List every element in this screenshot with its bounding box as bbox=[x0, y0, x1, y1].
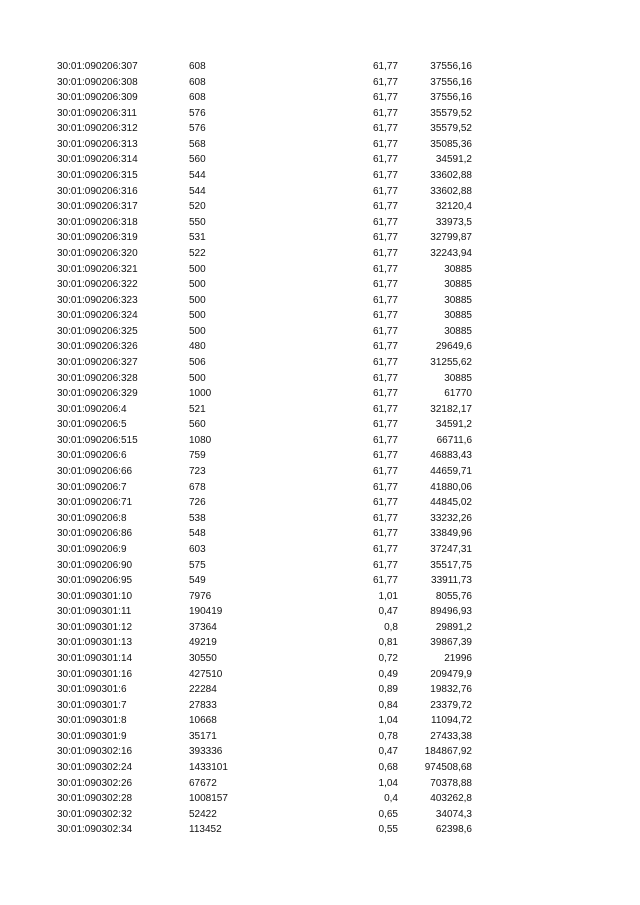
quantity-cell: 576 bbox=[189, 107, 206, 119]
amount-cell: 31255,62 bbox=[430, 356, 472, 368]
cadastral-number-cell: 30:01:090206:95 bbox=[57, 575, 133, 587]
rate-cell: 61,77 bbox=[372, 154, 398, 166]
table-row bbox=[0, 822, 640, 838]
quantity-cell: 500 bbox=[189, 294, 206, 306]
amount-cell: 41880,06 bbox=[430, 481, 472, 493]
table-row bbox=[0, 152, 640, 168]
cadastral-number-cell: 30:01:090206:313 bbox=[57, 138, 138, 150]
rate-cell: 0,47 bbox=[378, 746, 398, 758]
rate-cell: 61,77 bbox=[372, 61, 398, 72]
quantity-cell: 393336 bbox=[189, 746, 223, 758]
table-row bbox=[0, 495, 640, 511]
cadastral-number-cell: 30:01:090301:6 bbox=[57, 684, 127, 696]
amount-cell: 35579,52 bbox=[430, 107, 472, 119]
rate-cell: 0,89 bbox=[378, 684, 398, 696]
table-row bbox=[0, 277, 640, 293]
rate-cell: 61,77 bbox=[372, 107, 398, 119]
table-row bbox=[0, 698, 640, 714]
quantity-cell: 500 bbox=[189, 325, 206, 337]
table-row bbox=[0, 75, 640, 91]
rate-cell: 61,77 bbox=[372, 434, 398, 446]
quantity-cell: 500 bbox=[189, 263, 206, 275]
amount-cell: 184867,92 bbox=[424, 746, 472, 758]
amount-cell: 30885 bbox=[444, 310, 472, 322]
rate-cell: 61,77 bbox=[372, 497, 398, 509]
rate-cell: 61,77 bbox=[372, 294, 398, 306]
amount-cell: 29891,2 bbox=[435, 621, 472, 633]
cadastral-number-cell: 30:01:090301:8 bbox=[57, 715, 127, 727]
cadastral-number-cell: 30:01:090206:326 bbox=[57, 341, 138, 353]
cadastral-number-cell: 30:01:090206:7 bbox=[57, 481, 127, 493]
rate-cell: 61,77 bbox=[372, 279, 398, 291]
rate-cell: 0,55 bbox=[378, 824, 398, 836]
quantity-cell: 27833 bbox=[189, 699, 217, 711]
rate-cell: 61,77 bbox=[372, 263, 398, 275]
table-row bbox=[0, 168, 640, 184]
quantity-cell: 560 bbox=[189, 154, 206, 166]
cadastral-number-cell: 30:01:090301:11 bbox=[57, 606, 132, 618]
quantity-cell: 678 bbox=[189, 481, 206, 493]
amount-cell: 23379,72 bbox=[430, 699, 472, 711]
cadastral-number-cell: 30:01:090302:28 bbox=[57, 793, 133, 805]
table-row bbox=[0, 293, 640, 309]
rate-cell: 0,49 bbox=[378, 668, 398, 680]
rate-cell: 61,77 bbox=[372, 232, 398, 244]
amount-cell: 33973,5 bbox=[435, 216, 472, 228]
quantity-cell: 1080 bbox=[189, 434, 212, 446]
cadastral-number-cell: 30:01:090206:314 bbox=[57, 154, 138, 166]
rate-cell: 61,77 bbox=[372, 388, 398, 400]
table-row bbox=[0, 713, 640, 729]
amount-cell: 209479,9 bbox=[430, 668, 472, 680]
table-row bbox=[0, 386, 640, 402]
amount-cell: 19832,76 bbox=[430, 684, 472, 696]
rate-cell: 61,77 bbox=[372, 216, 398, 228]
table-row bbox=[0, 308, 640, 324]
quantity-cell: 7976 bbox=[189, 590, 212, 602]
table-row bbox=[0, 324, 640, 340]
cadastral-number-cell: 30:01:090302:34 bbox=[57, 824, 133, 836]
quantity-cell: 538 bbox=[189, 512, 206, 524]
cadastral-number-cell: 30:01:090206:329 bbox=[57, 388, 138, 400]
quantity-cell: 480 bbox=[189, 341, 206, 353]
quantity-cell: 603 bbox=[189, 543, 206, 555]
rate-cell: 61,77 bbox=[372, 403, 398, 415]
table-row bbox=[0, 791, 640, 807]
amount-cell: 30885 bbox=[444, 263, 472, 275]
table-row bbox=[0, 573, 640, 589]
cadastral-number-cell: 30:01:090206:315 bbox=[57, 170, 138, 182]
quantity-cell: 500 bbox=[189, 279, 206, 291]
amount-cell: 21996 bbox=[444, 652, 472, 664]
table-row bbox=[0, 651, 640, 667]
rate-cell: 61,77 bbox=[372, 247, 398, 259]
table-row bbox=[0, 59, 640, 75]
rate-cell: 61,77 bbox=[372, 92, 398, 104]
cadastral-number-cell: 30:01:090206:323 bbox=[57, 294, 138, 306]
amount-cell: 37556,16 bbox=[430, 76, 472, 88]
amount-cell: 33849,96 bbox=[430, 528, 472, 540]
table-row bbox=[0, 558, 640, 574]
table-row bbox=[0, 137, 640, 153]
table-row bbox=[0, 526, 640, 542]
quantity-cell: 608 bbox=[189, 76, 206, 88]
rate-cell: 61,77 bbox=[372, 419, 398, 431]
amount-cell: 974508,68 bbox=[424, 762, 472, 774]
rate-cell: 61,77 bbox=[372, 543, 398, 555]
cadastral-number-cell: 30:01:090206:312 bbox=[57, 123, 138, 135]
quantity-cell: 550 bbox=[189, 216, 206, 228]
cadastral-number-cell: 30:01:090206:5 bbox=[57, 419, 127, 431]
cadastral-number-cell: 30:01:090206:4 bbox=[57, 403, 127, 415]
rate-cell: 61,77 bbox=[372, 528, 398, 540]
cadastral-number-cell: 30:01:090206:318 bbox=[57, 216, 138, 228]
quantity-cell: 549 bbox=[189, 575, 206, 587]
cadastral-number-cell: 30:01:090301:16 bbox=[57, 668, 133, 680]
quantity-cell: 1008157 bbox=[189, 793, 228, 805]
quantity-cell: 506 bbox=[189, 356, 206, 368]
quantity-cell: 427510 bbox=[189, 668, 223, 680]
amount-cell: 37556,16 bbox=[430, 61, 472, 72]
rate-cell: 61,77 bbox=[372, 341, 398, 353]
quantity-cell: 576 bbox=[189, 123, 206, 135]
amount-cell: 32799,87 bbox=[430, 232, 472, 244]
table-row bbox=[0, 448, 640, 464]
quantity-cell: 544 bbox=[189, 170, 206, 182]
amount-cell: 29649,6 bbox=[435, 341, 472, 353]
table-row bbox=[0, 511, 640, 527]
cadastral-number-cell: 30:01:090206:8 bbox=[57, 512, 127, 524]
cadastral-number-cell: 30:01:090206:316 bbox=[57, 185, 138, 197]
cadastral-number-cell: 30:01:090206:320 bbox=[57, 247, 138, 259]
table-row bbox=[0, 729, 640, 745]
quantity-cell: 67672 bbox=[189, 777, 217, 789]
table-row bbox=[0, 106, 640, 122]
quantity-cell: 30550 bbox=[189, 652, 217, 664]
quantity-cell: 759 bbox=[189, 450, 206, 462]
table-row bbox=[0, 635, 640, 651]
amount-cell: 35517,75 bbox=[430, 559, 472, 571]
amount-cell: 46883,43 bbox=[430, 450, 472, 462]
rate-cell: 61,77 bbox=[372, 123, 398, 135]
table-row bbox=[0, 355, 640, 371]
amount-cell: 27433,38 bbox=[430, 730, 472, 742]
amount-cell: 33602,88 bbox=[430, 170, 472, 182]
cadastral-number-cell: 30:01:090206:328 bbox=[57, 372, 138, 384]
amount-cell: 35085,36 bbox=[430, 138, 472, 150]
amount-cell: 70378,88 bbox=[430, 777, 472, 789]
amount-cell: 89496,93 bbox=[430, 606, 472, 618]
quantity-cell: 10668 bbox=[189, 715, 217, 727]
quantity-cell: 52422 bbox=[189, 808, 217, 820]
quantity-cell: 35171 bbox=[189, 730, 217, 742]
quantity-cell: 575 bbox=[189, 559, 206, 571]
cadastral-number-cell: 30:01:090301:10 bbox=[57, 590, 133, 602]
quantity-cell: 22284 bbox=[189, 684, 217, 696]
quantity-cell: 190419 bbox=[189, 606, 223, 618]
rate-cell: 1,04 bbox=[378, 715, 398, 727]
table-row bbox=[0, 262, 640, 278]
quantity-cell: 568 bbox=[189, 138, 206, 150]
amount-cell: 11094,72 bbox=[431, 715, 472, 727]
table-row bbox=[0, 776, 640, 792]
amount-cell: 34591,2 bbox=[435, 154, 472, 166]
cadastral-number-cell: 30:01:090301:7 bbox=[57, 699, 127, 711]
cadastral-number-cell: 30:01:090206:325 bbox=[57, 325, 138, 337]
cadastral-number-cell: 30:01:090206:319 bbox=[57, 232, 138, 244]
rate-cell: 61,77 bbox=[372, 559, 398, 571]
table-row bbox=[0, 464, 640, 480]
rate-cell: 61,77 bbox=[372, 170, 398, 182]
quantity-cell: 1000 bbox=[189, 388, 212, 400]
cadastral-number-cell: 30:01:090206:66 bbox=[57, 466, 133, 478]
cadastral-number-cell: 30:01:090206:309 bbox=[57, 92, 138, 104]
cadastral-number-cell: 30:01:090206:9 bbox=[57, 543, 127, 555]
cadastral-number-cell: 30:01:090301:12 bbox=[57, 621, 133, 633]
rate-cell: 61,77 bbox=[372, 372, 398, 384]
quantity-cell: 531 bbox=[189, 232, 206, 244]
quantity-cell: 723 bbox=[189, 466, 206, 478]
rate-cell: 1,01 bbox=[378, 590, 398, 602]
rate-cell: 61,77 bbox=[372, 201, 398, 213]
cadastral-number-cell: 30:01:090302:32 bbox=[57, 808, 133, 820]
quantity-cell: 520 bbox=[189, 201, 206, 213]
amount-cell: 33911,73 bbox=[431, 575, 472, 587]
table-row bbox=[0, 215, 640, 231]
table-row bbox=[0, 433, 640, 449]
amount-cell: 39867,39 bbox=[430, 637, 472, 649]
amount-cell: 66711,6 bbox=[436, 434, 472, 446]
rate-cell: 0,47 bbox=[378, 606, 398, 618]
rate-cell: 61,77 bbox=[372, 76, 398, 88]
table-row bbox=[0, 589, 640, 605]
quantity-cell: 548 bbox=[189, 528, 206, 540]
rate-cell: 0,68 bbox=[378, 762, 398, 774]
cadastral-number-cell: 30:01:090206:515 bbox=[57, 434, 138, 446]
quantity-cell: 500 bbox=[189, 372, 206, 384]
quantity-cell: 500 bbox=[189, 310, 206, 322]
table-row bbox=[0, 199, 640, 215]
amount-cell: 35579,52 bbox=[430, 123, 472, 135]
cadastral-number-cell: 30:01:090301:9 bbox=[57, 730, 127, 742]
quantity-cell: 1433101 bbox=[189, 762, 228, 774]
quantity-cell: 49219 bbox=[189, 637, 217, 649]
amount-cell: 44845,02 bbox=[430, 497, 472, 509]
table-row bbox=[0, 604, 640, 620]
rate-cell: 0,65 bbox=[378, 808, 398, 820]
cadastral-number-cell: 30:01:090206:6 bbox=[57, 450, 127, 462]
quantity-cell: 544 bbox=[189, 185, 206, 197]
amount-cell: 33602,88 bbox=[430, 185, 472, 197]
rate-cell: 0,4 bbox=[384, 793, 398, 805]
cadastral-number-cell: 30:01:090206:321 bbox=[57, 263, 138, 275]
quantity-cell: 608 bbox=[189, 92, 206, 104]
table-row bbox=[0, 246, 640, 262]
quantity-cell: 521 bbox=[189, 403, 206, 415]
table-row bbox=[0, 620, 640, 636]
cadastral-number-cell: 30:01:090302:26 bbox=[57, 777, 133, 789]
table-row bbox=[0, 371, 640, 387]
table-row bbox=[0, 184, 640, 200]
table-row bbox=[0, 339, 640, 355]
amount-cell: 44659,71 bbox=[430, 466, 472, 478]
rate-cell: 61,77 bbox=[372, 325, 398, 337]
amount-cell: 30885 bbox=[444, 294, 472, 306]
rate-cell: 1,04 bbox=[378, 777, 398, 789]
data-table bbox=[0, 59, 640, 838]
amount-cell: 34074,3 bbox=[435, 808, 472, 820]
quantity-cell: 37364 bbox=[189, 621, 217, 633]
rate-cell: 0,84 bbox=[378, 699, 398, 711]
table-row bbox=[0, 667, 640, 683]
amount-cell: 30885 bbox=[444, 279, 472, 291]
table-row bbox=[0, 542, 640, 558]
rate-cell: 0,72 bbox=[378, 652, 398, 664]
table-row bbox=[0, 402, 640, 418]
rate-cell: 61,77 bbox=[372, 356, 398, 368]
table-row bbox=[0, 744, 640, 760]
quantity-cell: 608 bbox=[189, 61, 206, 72]
amount-cell: 32243,94 bbox=[430, 247, 472, 259]
table-row bbox=[0, 417, 640, 433]
cadastral-number-cell: 30:01:090206:322 bbox=[57, 279, 138, 291]
rate-cell: 61,77 bbox=[372, 481, 398, 493]
amount-cell: 37556,16 bbox=[430, 92, 472, 104]
cadastral-number-cell: 30:01:090302:24 bbox=[57, 762, 133, 774]
cadastral-number-cell: 30:01:090206:86 bbox=[57, 528, 133, 540]
amount-cell: 30885 bbox=[444, 325, 472, 337]
rate-cell: 61,77 bbox=[372, 466, 398, 478]
cadastral-number-cell: 30:01:090206:327 bbox=[57, 356, 138, 368]
rate-cell: 0,8 bbox=[384, 621, 398, 633]
cadastral-number-cell: 30:01:090206:324 bbox=[57, 310, 138, 322]
cadastral-number-cell: 30:01:090301:14 bbox=[57, 652, 133, 664]
cadastral-number-cell: 30:01:090206:71 bbox=[57, 497, 133, 509]
cadastral-number-cell: 30:01:090301:13 bbox=[57, 637, 133, 649]
rate-cell: 61,77 bbox=[372, 512, 398, 524]
table-row bbox=[0, 121, 640, 137]
table-row bbox=[0, 90, 640, 106]
rate-cell: 0,78 bbox=[378, 730, 398, 742]
table-row bbox=[0, 682, 640, 698]
rate-cell: 61,77 bbox=[372, 138, 398, 150]
rate-cell: 61,77 bbox=[372, 575, 398, 587]
cadastral-number-cell: 30:01:090302:16 bbox=[57, 746, 133, 758]
amount-cell: 33232,26 bbox=[430, 512, 472, 524]
amount-cell: 37247,31 bbox=[430, 543, 472, 555]
amount-cell: 34591,2 bbox=[435, 419, 472, 431]
amount-cell: 62398,6 bbox=[435, 824, 472, 836]
amount-cell: 32182,17 bbox=[430, 403, 472, 415]
cadastral-number-cell: 30:01:090206:311 bbox=[57, 107, 137, 119]
amount-cell: 61770 bbox=[444, 388, 472, 400]
cadastral-number-cell: 30:01:090206:90 bbox=[57, 559, 133, 571]
table-row bbox=[0, 807, 640, 823]
rate-cell: 61,77 bbox=[372, 185, 398, 197]
amount-cell: 403262,8 bbox=[430, 793, 472, 805]
rate-cell: 0,81 bbox=[378, 637, 398, 649]
amount-cell: 8055,76 bbox=[435, 590, 472, 602]
table-row bbox=[0, 230, 640, 246]
amount-cell: 32120,4 bbox=[435, 201, 472, 213]
table-row bbox=[0, 480, 640, 496]
quantity-cell: 560 bbox=[189, 419, 206, 431]
table-row bbox=[0, 760, 640, 776]
quantity-cell: 113452 bbox=[189, 824, 222, 836]
amount-cell: 30885 bbox=[444, 372, 472, 384]
quantity-cell: 726 bbox=[189, 497, 206, 509]
quantity-cell: 522 bbox=[189, 247, 206, 259]
cadastral-number-cell: 30:01:090206:317 bbox=[57, 201, 138, 213]
cadastral-number-cell: 30:01:090206:308 bbox=[57, 76, 138, 88]
rate-cell: 61,77 bbox=[372, 310, 398, 322]
rate-cell: 61,77 bbox=[372, 450, 398, 462]
cadastral-number-cell: 30:01:090206:307 bbox=[57, 61, 138, 72]
